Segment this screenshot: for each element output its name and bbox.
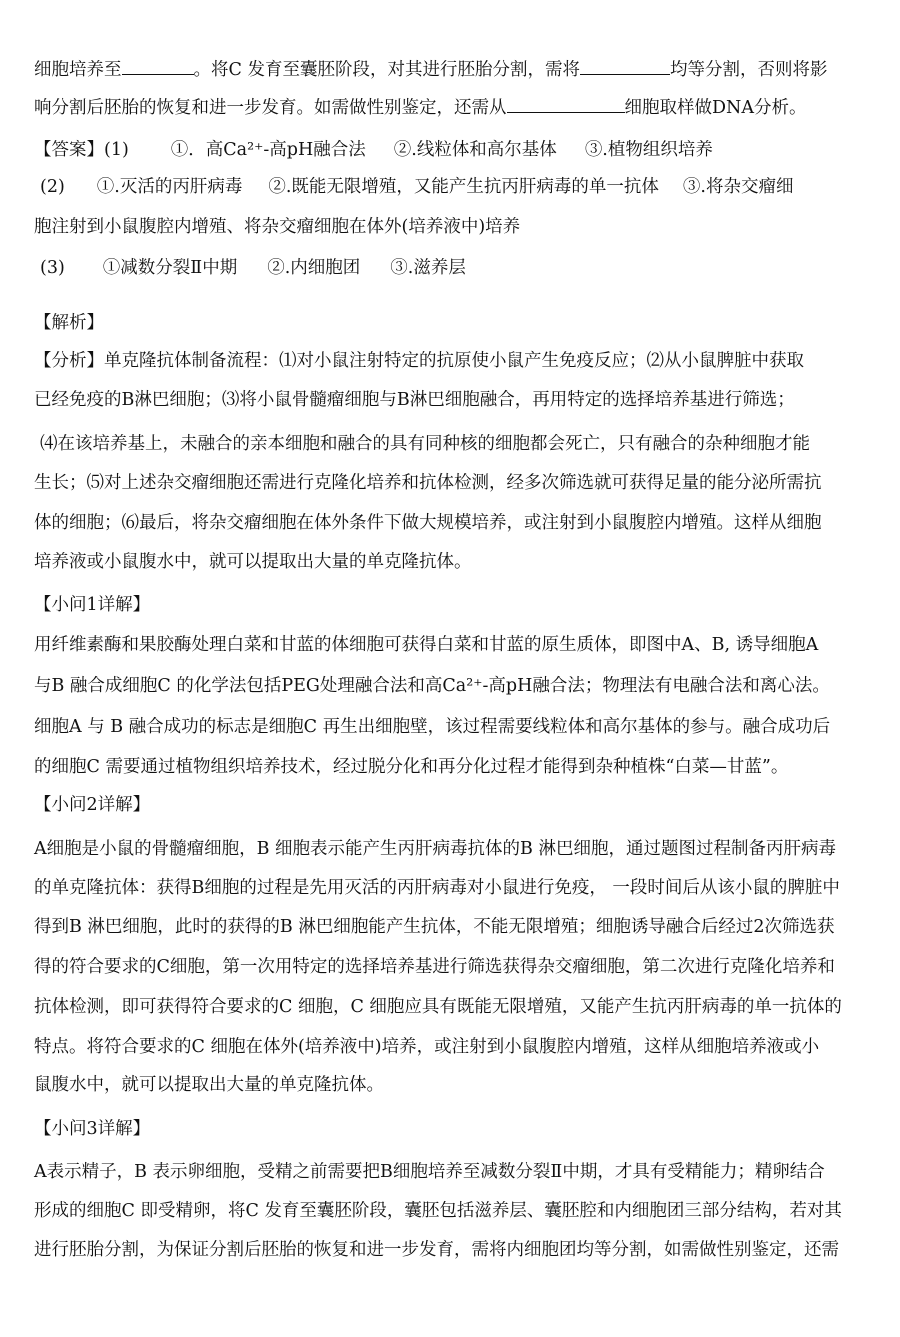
answer-q1: 【答案】(1) ①．高Ca²⁺-高pH融合法 ②.线粒体和高尔基体 ③.植物组织培养 — [34, 140, 713, 160]
sub1-heading: 【小问1详解】 — [34, 595, 151, 615]
sub2-line: 的单克隆抗体：获得B细胞的过程是先用灭活的丙肝病毒对小鼠进行免疫， 一段时间后从该小鼠的脾脏中 — [34, 878, 840, 898]
answer-q3: (3) ①减数分裂Ⅱ中期 ②.内细胞团 ③.滋养层 — [40, 258, 466, 278]
sub1-line: 细胞A 与 B 融合成功的标志是细胞C 再生出细胞壁，该过程需要线粒体和高尔基体的参与。融合成功后 — [34, 717, 831, 737]
question-line-1: 细胞培养至 。将C 发育至囊胚阶段，对其进行胚胎分割，需将 均等分割，否则将影 — [34, 60, 828, 80]
sub1-line: 的细胞C 需要通过植物组织培养技术，经过脱分化和再分化过程才能得到杂种植株“白菜—甘蓝”。 — [34, 757, 789, 777]
answer-blank-1 — [122, 58, 194, 75]
sub2-line: 鼠腹水中，就可以提取出大量的单克隆抗体。 — [34, 1075, 384, 1095]
sub3-line: 形成的细胞C 即受精卵，将C 发育至囊胚阶段，囊胚包括滋养层、囊胚腔和内细胞团三部分结构，若对其 — [34, 1201, 842, 1221]
answer-q2-cont: 胞注射到小鼠腹腔内增殖、将杂交瘤细胞在体外(培养液中)培养 — [34, 217, 521, 237]
analysis-line: 体的细胞；⑹最后，将杂交瘤细胞在体外条件下做大规模培养，或注射到小鼠腹腔内增殖。这样从细胞 — [34, 513, 822, 533]
analysis-line: 【分析】单克隆抗体制备流程：⑴对小鼠注射特定的抗原使小鼠产生免疫反应；⑵从小鼠脾脏中获取 — [34, 351, 804, 371]
analysis-line: ⑷在该培养基上，未融合的亲本细胞和融合的具有同种核的细胞都会死亡，只有融合的杂种细胞才能 — [40, 434, 810, 454]
sub2-line: 抗体检测，即可获得符合要求的C 细胞，C 细胞应具有既能无限增殖，又能产生抗丙肝病毒的单一抗体的 — [34, 997, 842, 1017]
answer-label: 【答案】(1) — [34, 140, 129, 160]
answer-blank-3 — [507, 96, 625, 113]
analysis-line: 培养液或小鼠腹水中，就可以提取出大量的单克隆抗体。 — [34, 552, 472, 572]
sub3-line: A表示精子，B 表示卵细胞，受精之前需要把B细胞培养至减数分裂Ⅱ中期，才具有受精能力；精卵结合 — [34, 1162, 825, 1182]
sub3-line: 进行胚胎分割，为保证分割后胚胎的恢复和进一步发育，需将内细胞团均等分割，如需做性别鉴定，还需 — [34, 1240, 839, 1260]
sub1-line: 与B 融合成细胞C 的化学法包括PEG处理融合法和高Ca²⁺-高pH融合法；物理法有电融合法和离心法。 — [34, 676, 830, 696]
sub1-line: 用纤维素酶和果胶酶处理白菜和甘蓝的体细胞可获得白菜和甘蓝的原生质体，即图中A、B, 诱导细胞A — [34, 635, 819, 655]
analysis-label: 【解析】 — [34, 313, 104, 333]
sub2-heading: 【小问2详解】 — [34, 795, 151, 815]
sub2-line: 得的符合要求的C细胞，第一次用特定的选择培养基进行筛选获得杂交瘤细胞，第二次进行克隆化培养和 — [34, 957, 835, 977]
answer-blank-2 — [580, 58, 670, 75]
sub2-line: A细胞是小鼠的骨髓瘤细胞，B 细胞表示能产生丙肝病毒抗体的B 淋巴细胞，通过题图过程制备丙肝病毒 — [34, 839, 836, 859]
sub2-line: 得到B 淋巴细胞，此时的获得的B 淋巴细胞能产生抗体，不能无限增殖；细胞诱导融合后经过2次筛选获 — [34, 917, 835, 937]
question-line-2: 响分割后胚胎的恢复和进一步发育。如需做性别鉴定，还需从 细胞取样做DNA分析。 — [34, 98, 807, 118]
sub3-heading: 【小问3详解】 — [34, 1119, 151, 1139]
sub2-line: 特点。将符合要求的C 细胞在体外(培养液中)培养，或注射到小鼠腹腔内增殖，这样从细胞培养液或小 — [34, 1037, 820, 1057]
answer-q2: (2) ①.灭活的丙肝病毒 ②.既能无限增殖，又能产生抗丙肝病毒的单一抗体 ③.将杂交瘤细 — [40, 177, 794, 197]
analysis-line: 生长；⑸对上述杂交瘤细胞还需进行克隆化培养和抗体检测，经多次筛选就可获得足量的能分泌所需抗 — [34, 473, 822, 493]
analysis-line: 已经免疫的B淋巴细胞；⑶将小鼠骨髓瘤细胞与B淋巴细胞融合，再用特定的选择培养基进行筛选； — [34, 390, 795, 410]
